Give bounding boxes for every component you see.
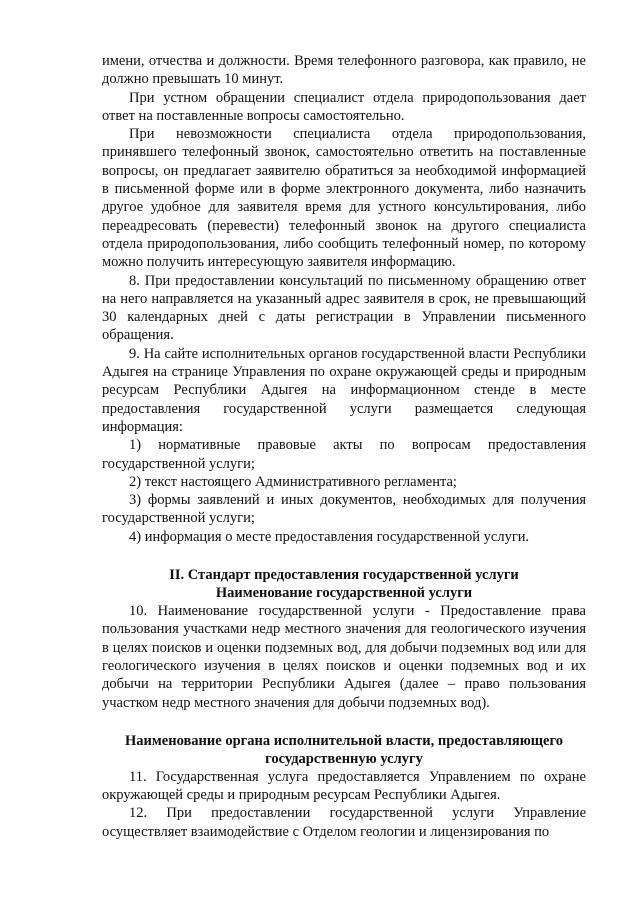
section-spacer (102, 546, 586, 566)
paragraph-oral-request: При устном обращении специалист отдела природопользования дает ответ на поставленные вопросы самостоятельно. (102, 89, 586, 124)
list-item: 2) текст настоящего Административного регламента; (129, 473, 457, 490)
info-list (102, 436, 586, 546)
paragraph-phone-time: имени, отчества и должности. Время телефонного разговора, как правило, не должно превышать 10 минут. (102, 53, 586, 88)
section-title: II. Стандарт предоставления государственной услуги (169, 567, 519, 584)
paragraph-11-provider: 11. Государственная услуга предоставляется Управлением по охране окружающей среды и природным ресурсам Республики Адыгея. (102, 768, 586, 804)
list-item: 4) информация о месте предоставления государственной услуги. (129, 528, 530, 545)
paragraph-9-website-info: 9. На сайте исполнительных органов государственной власти Республики Адыгея на странице Управления по охране окружающей среды и природным ресурсам Республики Адыгея на информационном стенде в месте предоставления государственной услуги размещается следующая информация: (102, 345, 586, 435)
list-item: 3) формы заявлений и иных документов, необходимых для получения государственной услуги; (102, 492, 586, 527)
paragraph-8-written-request: 8. При предоставлении консультаций по письменному обращению ответ на него направляется на указанный адрес заявителя в срок, не превышающий 30 календарных дней с даты регистрации в Управлении письменного обращения. (102, 272, 586, 344)
subsection-title-continued: государственную услугу (265, 750, 423, 767)
subsection-title: Наименование органа исполнительной власти, предоставляющего (125, 732, 563, 749)
paragraph-10-service-name: 10. Наименование государственной услуги - Предоставление права пользования участками недр местного значения для геологического изучения в целях поисков и оценки подземных вод, для добычи подземных вод или для геологического изучения в целях поисков и оценки подземных вод и их добычи на территории Республики Адыгея (далее – право пользования участком недр местного значения для добычи подземных вод). (102, 603, 586, 711)
document-page (102, 52, 586, 841)
paragraph-12-interaction: 12. При предоставлении государственной услуги Управление осуществляет взаимодействие с Отделом геологии и лицензирования по (102, 805, 586, 840)
paragraph-unable-to-answer: При невозможности специалиста отдела природопользования, принявшего телефонный звонок, самостоятельно ответить на поставленные вопросы, он предлагает заявителю обратиться за необходимой информацией в письменной форме или в форме электронного документа, либо назначить другое удобное для заявителя время для устного консультирования, либо переадресовать (перевести) телефонный звонок на другого специалиста отдела природопользования, либо сообщить телефонный номер, по которому можно получить интересующую заявителя информацию. (102, 126, 586, 271)
section-subtitle: Наименование государственной услуги (215, 585, 473, 602)
list-item: 1) нормативные правовые акты по вопросам предоставления государственной услуги; (102, 437, 586, 472)
section-spacer (102, 712, 586, 732)
